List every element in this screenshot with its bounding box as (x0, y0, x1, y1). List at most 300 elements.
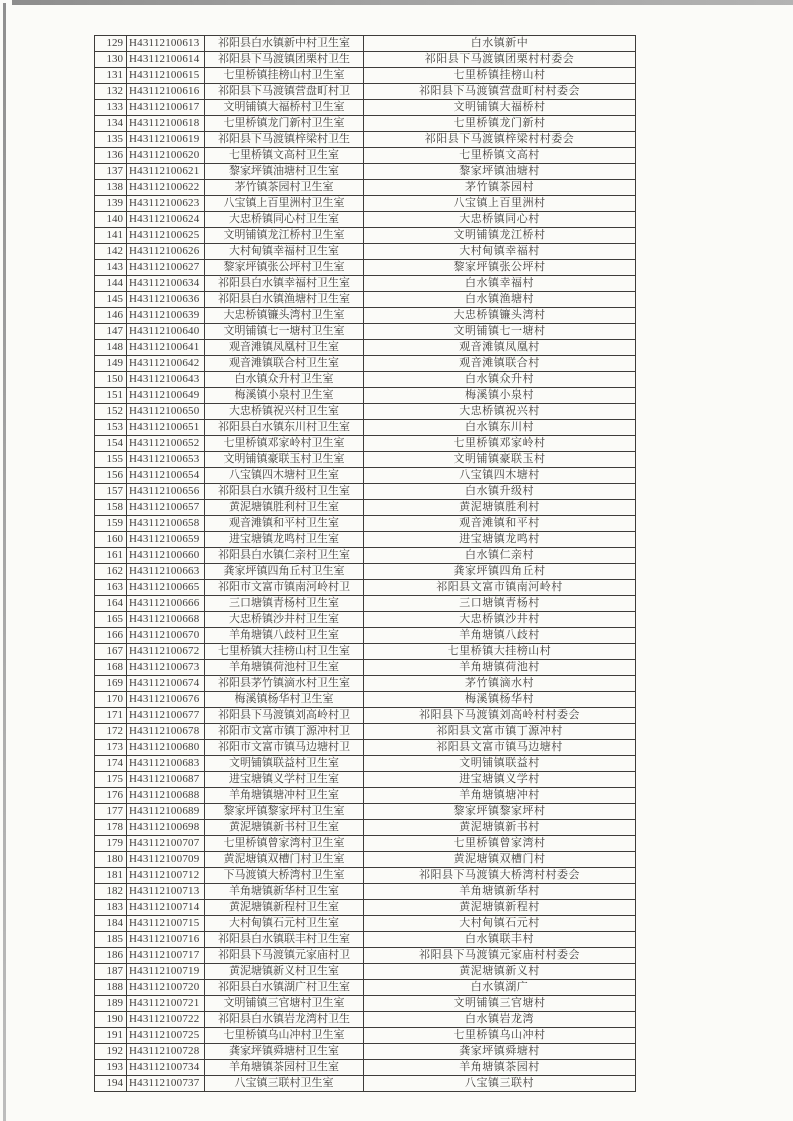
row-number: 166 (95, 628, 127, 644)
row-number: 171 (95, 708, 127, 724)
table-row (95, 628, 636, 644)
org-code: H43112100660 (127, 548, 205, 564)
row-number: 142 (95, 244, 127, 260)
org-code: H43112100658 (127, 516, 205, 532)
village-name: 茅竹镇滴水村 (364, 676, 636, 692)
clinic-name: 祁阳县茅竹镇滴水村卫生室 (205, 676, 364, 692)
village-name: 白水镇湖广 (364, 980, 636, 996)
org-code: H43112100716 (127, 932, 205, 948)
org-code: H43112100651 (127, 420, 205, 436)
scan-edge-left-artifact (3, 3, 6, 1121)
org-code: H43112100613 (127, 36, 205, 52)
table-row (95, 404, 636, 420)
village-name: 白水镇众升村 (364, 372, 636, 388)
org-code: H43112100639 (127, 308, 205, 324)
scan-edge-top-artifact (12, 0, 793, 5)
village-name: 七里桥镇文高村 (364, 148, 636, 164)
clinic-name: 羊角塘镇塘冲村卫生室 (205, 788, 364, 804)
clinic-name: 祁阳县白水镇联丰村卫生室 (205, 932, 364, 948)
row-number: 135 (95, 132, 127, 148)
table-row (95, 148, 636, 164)
village-name: 八宝镇四木塘村 (364, 468, 636, 484)
table-row (95, 772, 636, 788)
row-number: 178 (95, 820, 127, 836)
clinic-name: 龚家坪镇四角丘村卫生室 (205, 564, 364, 580)
org-code: H43112100698 (127, 820, 205, 836)
table-row (95, 340, 636, 356)
village-name: 白水镇幸福村 (364, 276, 636, 292)
table-row (95, 132, 636, 148)
village-name: 羊角塘镇塘冲村 (364, 788, 636, 804)
row-number: 144 (95, 276, 127, 292)
clinic-name: 文明铺镇豪联玉村卫生室 (205, 452, 364, 468)
table-row (95, 516, 636, 532)
village-name: 黎家坪镇黎家坪村 (364, 804, 636, 820)
table-row (95, 292, 636, 308)
org-code: H43112100626 (127, 244, 205, 260)
clinic-name: 羊角塘镇茶园村卫生室 (205, 1060, 364, 1076)
clinic-name: 八宝镇上百里洲村卫生室 (205, 196, 364, 212)
village-name: 七里桥镇龙门新村 (364, 116, 636, 132)
village-name: 梅溪镇小泉村 (364, 388, 636, 404)
table-row (95, 964, 636, 980)
clinic-name: 黎家坪镇张公坪村卫生室 (205, 260, 364, 276)
org-code: H43112100614 (127, 52, 205, 68)
clinic-name: 七里桥镇曾家湾村卫生室 (205, 836, 364, 852)
org-code: H43112100673 (127, 660, 205, 676)
table-row (95, 916, 636, 932)
org-code: H43112100725 (127, 1028, 205, 1044)
clinic-name: 龚家坪镇舜塘村卫生室 (205, 1044, 364, 1060)
org-code: H43112100665 (127, 580, 205, 596)
table-row (95, 84, 636, 100)
org-code: H43112100652 (127, 436, 205, 452)
clinic-name: 文明铺镇龙江桥村卫生室 (205, 228, 364, 244)
clinic-name: 黄泥塘镇新书村卫生室 (205, 820, 364, 836)
clinic-name: 祁阳县白水镇幸福村卫生室 (205, 276, 364, 292)
table-row (95, 692, 636, 708)
village-name: 文明铺镇大福桥村 (364, 100, 636, 116)
row-number: 173 (95, 740, 127, 756)
org-code: H43112100619 (127, 132, 205, 148)
clinic-name: 大忠桥镇沙井村卫生室 (205, 612, 364, 628)
row-number: 193 (95, 1060, 127, 1076)
org-code: H43112100689 (127, 804, 205, 820)
village-name: 观音滩镇和平村 (364, 516, 636, 532)
table-row (95, 740, 636, 756)
org-code: H43112100659 (127, 532, 205, 548)
row-number: 185 (95, 932, 127, 948)
table-row (95, 36, 636, 52)
village-name: 文明铺镇三官塘村 (364, 996, 636, 1012)
org-code: H43112100616 (127, 84, 205, 100)
table-row (95, 436, 636, 452)
table-row (95, 196, 636, 212)
village-name: 黎家坪镇油塘村 (364, 164, 636, 180)
village-name: 大忠桥镇沙井村 (364, 612, 636, 628)
table-row (95, 308, 636, 324)
row-number: 160 (95, 532, 127, 548)
clinic-name: 大忠桥镇同心村卫生室 (205, 212, 364, 228)
row-number: 132 (95, 84, 127, 100)
village-name: 三口塘镇青杨村 (364, 596, 636, 612)
village-name: 文明铺镇豪联玉村 (364, 452, 636, 468)
village-name: 大村甸镇石元村 (364, 916, 636, 932)
village-name: 黄泥塘镇新义村 (364, 964, 636, 980)
table-row (95, 836, 636, 852)
village-name: 祁阳县文富市镇南河岭村 (364, 580, 636, 596)
org-code: H43112100670 (127, 628, 205, 644)
clinic-name: 祁阳市文富市镇丁源冲村卫 (205, 724, 364, 740)
org-code: H43112100627 (127, 260, 205, 276)
village-name: 白水镇东川村 (364, 420, 636, 436)
table-row (95, 1012, 636, 1028)
clinic-name: 文明铺镇联益村卫生室 (205, 756, 364, 772)
row-number: 141 (95, 228, 127, 244)
row-number: 153 (95, 420, 127, 436)
org-code: H43112100640 (127, 324, 205, 340)
clinic-name: 白水镇众升村卫生室 (205, 372, 364, 388)
org-code: H43112100677 (127, 708, 205, 724)
table-row (95, 676, 636, 692)
clinic-name: 七里桥镇挂榜山村卫生室 (205, 68, 364, 84)
row-number: 177 (95, 804, 127, 820)
clinic-name: 祁阳县白水镇岩龙湾村卫生 (205, 1012, 364, 1028)
row-number: 170 (95, 692, 127, 708)
table-row (95, 564, 636, 580)
clinic-name: 下马渡镇大桥湾村卫生室 (205, 868, 364, 884)
table-row (95, 804, 636, 820)
clinic-name: 祁阳县白水镇渔塘村卫生室 (205, 292, 364, 308)
org-code: H43112100717 (127, 948, 205, 964)
row-number: 151 (95, 388, 127, 404)
org-code: H43112100719 (127, 964, 205, 980)
org-code: H43112100615 (127, 68, 205, 84)
row-number: 189 (95, 996, 127, 1012)
org-code: H43112100678 (127, 724, 205, 740)
org-code: H43112100712 (127, 868, 205, 884)
row-number: 137 (95, 164, 127, 180)
table-row (95, 884, 636, 900)
clinic-name: 黄泥塘镇双槽门村卫生室 (205, 852, 364, 868)
org-code: H43112100666 (127, 596, 205, 612)
clinic-name: 羊角塘镇八歧村卫生室 (205, 628, 364, 644)
village-name: 白水镇仁亲村 (364, 548, 636, 564)
org-code: H43112100707 (127, 836, 205, 852)
row-number: 133 (95, 100, 127, 116)
row-number: 163 (95, 580, 127, 596)
org-code: H43112100709 (127, 852, 205, 868)
table-row (95, 868, 636, 884)
org-code: H43112100620 (127, 148, 205, 164)
org-code: H43112100654 (127, 468, 205, 484)
row-number: 145 (95, 292, 127, 308)
village-name: 文明铺镇七一塘村 (364, 324, 636, 340)
row-number: 152 (95, 404, 127, 420)
row-number: 129 (95, 36, 127, 52)
row-number: 147 (95, 324, 127, 340)
org-code: H43112100636 (127, 292, 205, 308)
row-number: 146 (95, 308, 127, 324)
clinic-name: 大忠桥镇祝兴村卫生室 (205, 404, 364, 420)
row-number: 130 (95, 52, 127, 68)
table-row (95, 244, 636, 260)
row-number: 176 (95, 788, 127, 804)
row-number: 175 (95, 772, 127, 788)
row-number: 183 (95, 900, 127, 916)
table-row (95, 852, 636, 868)
table-row (95, 532, 636, 548)
row-number: 138 (95, 180, 127, 196)
village-name: 白水镇联丰村 (364, 932, 636, 948)
clinic-name: 祁阳县下马渡镇团栗村卫生 (205, 52, 364, 68)
village-name: 大忠桥镇祝兴村 (364, 404, 636, 420)
row-number: 143 (95, 260, 127, 276)
org-code: H43112100737 (127, 1076, 205, 1092)
clinic-name: 祁阳市文富市镇南河岭村卫 (205, 580, 364, 596)
village-name: 七里桥镇邓家岭村 (364, 436, 636, 452)
clinic-name: 七里桥镇乌山冲村卫生室 (205, 1028, 364, 1044)
table-row (95, 820, 636, 836)
village-name: 白水镇渔塘村 (364, 292, 636, 308)
org-code: H43112100676 (127, 692, 205, 708)
row-number: 172 (95, 724, 127, 740)
org-code: H43112100672 (127, 644, 205, 660)
clinic-name: 文明铺镇三官塘村卫生室 (205, 996, 364, 1012)
clinic-name: 七里桥镇龙门新村卫生室 (205, 116, 364, 132)
org-code: H43112100674 (127, 676, 205, 692)
row-number: 161 (95, 548, 127, 564)
village-name: 进宝塘镇义学村 (364, 772, 636, 788)
table-body (95, 36, 636, 1092)
village-name: 七里桥镇乌山冲村 (364, 1028, 636, 1044)
table-row (95, 388, 636, 404)
clinic-name: 文明铺镇七一塘村卫生室 (205, 324, 364, 340)
table-row (95, 724, 636, 740)
row-number: 192 (95, 1044, 127, 1060)
org-code: H43112100634 (127, 276, 205, 292)
table-row (95, 596, 636, 612)
village-name: 大村甸镇幸福村 (364, 244, 636, 260)
org-code: H43112100625 (127, 228, 205, 244)
village-name: 大忠桥镇镰头湾村 (364, 308, 636, 324)
clinic-name: 祁阳县白水镇升级村卫生室 (205, 484, 364, 500)
table-row (95, 180, 636, 196)
table-row (95, 708, 636, 724)
row-number: 136 (95, 148, 127, 164)
org-code: H43112100687 (127, 772, 205, 788)
row-number: 156 (95, 468, 127, 484)
village-name: 黄泥塘镇新书村 (364, 820, 636, 836)
village-name: 七里桥镇大挂榜山村 (364, 644, 636, 660)
row-number: 150 (95, 372, 127, 388)
clinic-name: 梅溪镇杨华村卫生室 (205, 692, 364, 708)
row-number: 184 (95, 916, 127, 932)
table-row (95, 948, 636, 964)
org-code: H43112100722 (127, 1012, 205, 1028)
row-number: 179 (95, 836, 127, 852)
clinic-name: 黎家坪镇油塘村卫生室 (205, 164, 364, 180)
village-name: 祁阳县下马渡镇元家庙村村委会 (364, 948, 636, 964)
row-number: 187 (95, 964, 127, 980)
row-number: 148 (95, 340, 127, 356)
table-row (95, 212, 636, 228)
row-number: 131 (95, 68, 127, 84)
clinic-name: 进宝塘镇龙鸣村卫生室 (205, 532, 364, 548)
clinic-name: 黎家坪镇黎家坪村卫生室 (205, 804, 364, 820)
village-name: 进宝塘镇龙鸣村 (364, 532, 636, 548)
table-row (95, 788, 636, 804)
row-number: 134 (95, 116, 127, 132)
village-name: 龚家坪镇四角丘村 (364, 564, 636, 580)
village-name: 祁阳县文富市镇马边塘村 (364, 740, 636, 756)
org-code: H43112100680 (127, 740, 205, 756)
table-row (95, 644, 636, 660)
row-number: 165 (95, 612, 127, 628)
clinic-name: 祁阳县下马渡镇刘高岭村卫 (205, 708, 364, 724)
clinic-name: 祁阳县白水镇仁亲村卫生室 (205, 548, 364, 564)
village-name: 文明铺镇联益村 (364, 756, 636, 772)
table-row (95, 996, 636, 1012)
org-code: H43112100623 (127, 196, 205, 212)
table-row (95, 52, 636, 68)
village-name: 茅竹镇茶园村 (364, 180, 636, 196)
clinic-name: 八宝镇四木塘村卫生室 (205, 468, 364, 484)
row-number: 180 (95, 852, 127, 868)
clinic-registry-table (94, 35, 636, 1092)
village-name: 观音滩镇联合村 (364, 356, 636, 372)
org-code: H43112100657 (127, 500, 205, 516)
row-number: 140 (95, 212, 127, 228)
village-name: 龚家坪镇舜塘村 (364, 1044, 636, 1060)
table-row (95, 468, 636, 484)
table-row (95, 756, 636, 772)
row-number: 158 (95, 500, 127, 516)
table-row (95, 324, 636, 340)
table-row (95, 260, 636, 276)
clinic-name: 大村甸镇石元村卫生室 (205, 916, 364, 932)
org-code: H43112100621 (127, 164, 205, 180)
village-name: 八宝镇上百里洲村 (364, 196, 636, 212)
row-number: 139 (95, 196, 127, 212)
clinic-name: 茅竹镇茶园村卫生室 (205, 180, 364, 196)
clinic-name: 祁阳县白水镇东川村卫生室 (205, 420, 364, 436)
table-row (95, 68, 636, 84)
row-number: 188 (95, 980, 127, 996)
org-code: H43112100728 (127, 1044, 205, 1060)
clinic-name: 文明铺镇大福桥村卫生室 (205, 100, 364, 116)
village-name: 白水镇岩龙湾 (364, 1012, 636, 1028)
row-number: 190 (95, 1012, 127, 1028)
table-row (95, 500, 636, 516)
row-number: 168 (95, 660, 127, 676)
village-name: 白水镇升级村 (364, 484, 636, 500)
clinic-name: 黄泥塘镇新程村卫生室 (205, 900, 364, 916)
clinic-name: 羊角塘镇新华村卫生室 (205, 884, 364, 900)
org-code: H43112100624 (127, 212, 205, 228)
clinic-name: 七里桥镇大挂榜山村卫生室 (205, 644, 364, 660)
org-code: H43112100688 (127, 788, 205, 804)
clinic-name: 进宝塘镇义学村卫生室 (205, 772, 364, 788)
village-name: 羊角塘镇新华村 (364, 884, 636, 900)
clinic-name: 大忠桥镇镰头湾村卫生室 (205, 308, 364, 324)
village-name: 梅溪镇杨华村 (364, 692, 636, 708)
row-number: 149 (95, 356, 127, 372)
clinic-name: 祁阳县白水镇湖广村卫生室 (205, 980, 364, 996)
village-name: 祁阳县下马渡镇刘高岭村村委会 (364, 708, 636, 724)
org-code: H43112100618 (127, 116, 205, 132)
village-name: 黄泥塘镇胜利村 (364, 500, 636, 516)
clinic-name: 祁阳县下马渡镇元家庙村卫 (205, 948, 364, 964)
village-name: 黄泥塘镇新程村 (364, 900, 636, 916)
village-name: 黄泥塘镇双槽门村 (364, 852, 636, 868)
clinic-name: 八宝镇三联村卫生室 (205, 1076, 364, 1092)
village-name: 祁阳县下马渡镇梓梁村村委会 (364, 132, 636, 148)
village-name: 羊角塘镇八歧村 (364, 628, 636, 644)
village-name: 祁阳县下马渡镇大桥湾村村委会 (364, 868, 636, 884)
clinic-name: 七里桥镇文高村卫生室 (205, 148, 364, 164)
village-name: 八宝镇三联村 (364, 1076, 636, 1092)
row-number: 194 (95, 1076, 127, 1092)
row-number: 167 (95, 644, 127, 660)
row-number: 182 (95, 884, 127, 900)
clinic-name: 观音滩镇联合村卫生室 (205, 356, 364, 372)
village-name: 祁阳县下马渡镇团栗村村委会 (364, 52, 636, 68)
clinic-name: 黄泥塘镇胜利村卫生室 (205, 500, 364, 516)
org-code: H43112100720 (127, 980, 205, 996)
table-row (95, 660, 636, 676)
clinic-name: 羊角塘镇荷池村卫生室 (205, 660, 364, 676)
org-code: H43112100650 (127, 404, 205, 420)
clinic-name: 七里桥镇邓家岭村卫生室 (205, 436, 364, 452)
table-row (95, 356, 636, 372)
row-number: 154 (95, 436, 127, 452)
table-row (95, 980, 636, 996)
clinic-name: 三口塘镇青杨村卫生室 (205, 596, 364, 612)
org-code: H43112100683 (127, 756, 205, 772)
village-name: 文明铺镇龙江桥村 (364, 228, 636, 244)
org-code: H43112100715 (127, 916, 205, 932)
org-code: H43112100663 (127, 564, 205, 580)
row-number: 186 (95, 948, 127, 964)
row-number: 181 (95, 868, 127, 884)
org-code: H43112100617 (127, 100, 205, 116)
table-row (95, 452, 636, 468)
table-row (95, 1076, 636, 1092)
village-name: 大忠桥镇同心村 (364, 212, 636, 228)
table-row (95, 612, 636, 628)
org-code: H43112100622 (127, 180, 205, 196)
org-code: H43112100641 (127, 340, 205, 356)
table-row (95, 1060, 636, 1076)
org-code: H43112100668 (127, 612, 205, 628)
clinic-name: 祁阳市文富市镇马边塘村卫 (205, 740, 364, 756)
village-name: 观音滩镇凤凰村 (364, 340, 636, 356)
village-name: 黎家坪镇张公坪村 (364, 260, 636, 276)
table-row (95, 484, 636, 500)
org-code: H43112100653 (127, 452, 205, 468)
org-code: H43112100713 (127, 884, 205, 900)
table-row (95, 580, 636, 596)
clinic-name: 祁阳县下马渡镇营盘町村卫 (205, 84, 364, 100)
table-row (95, 164, 636, 180)
village-name: 白水镇新中 (364, 36, 636, 52)
org-code: H43112100734 (127, 1060, 205, 1076)
row-number: 169 (95, 676, 127, 692)
table-row (95, 372, 636, 388)
village-name: 羊角塘镇茶园村 (364, 1060, 636, 1076)
clinic-name: 大村甸镇幸福村卫生室 (205, 244, 364, 260)
